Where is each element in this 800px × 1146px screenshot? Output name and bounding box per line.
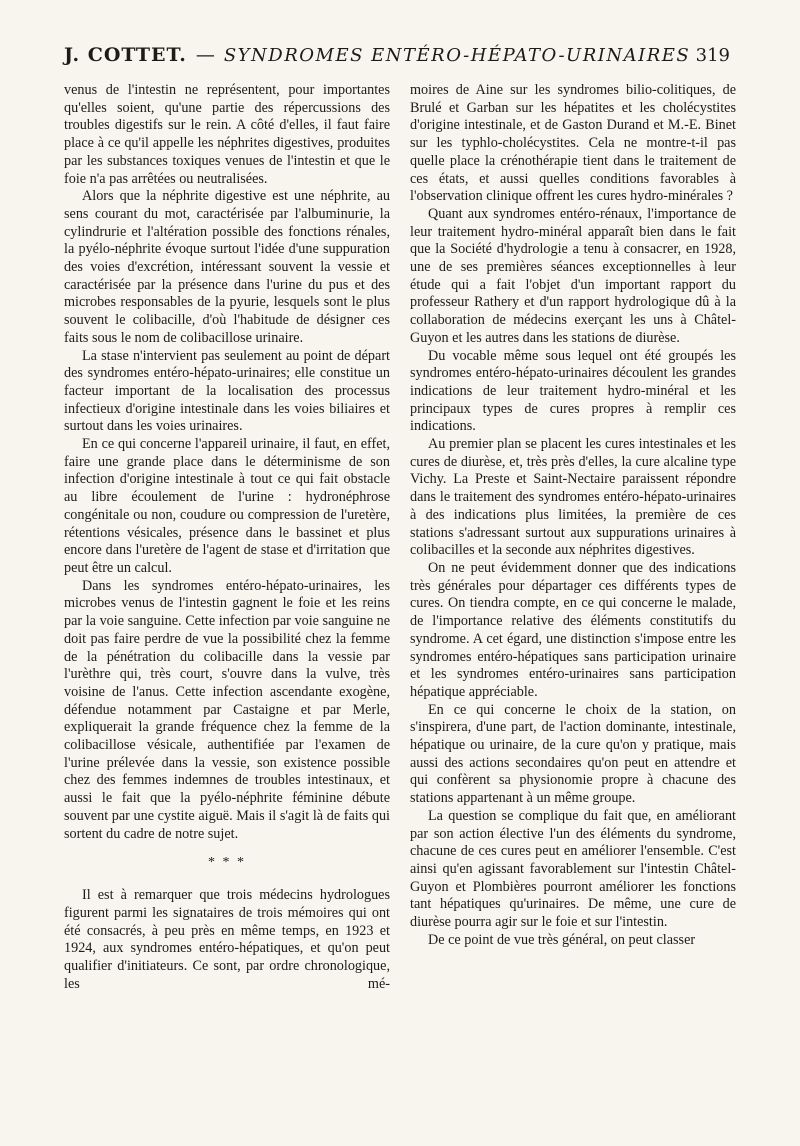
paragraph: Au premier plan se placent les cures intestinales et les cures de diurèse, et, très près d'elles, la cure alcaline type Vichy. La Preste et Saint-Nectaire paraissent répondre dans le traitement des syndromes entéro-hépato-urinaires à des indications plus limitées, la première de ces stations s'adressant surtout aux suppurations urinaires à colibacilles et la seconde aux néphrites digestives. <box>410 436 736 559</box>
header-dash: — <box>195 44 215 66</box>
paragraph: venus de l'intestin ne représentent, pour importantes qu'elles soient, qu'une partie des répercussions des troubles digestifs sur le rein. A côté d'elles, il faut faire place à ce qu'il appelle les néphrites digestives, produites par les substances toxiques venues de l'intestin et que le foie n'a pas arrêtées ou neutralisées. <box>64 82 390 187</box>
running-header <box>64 44 730 78</box>
paragraph: On ne peut évidemment donner que des indications très générales pour départager ces différents types de cures. On tiendra compte, en ce qui concerne le malade, de l'importance relative des éléments constitutifs du syndrome. A cet égard, une distinction s'impose entre les syndromes entéro-hépatiques sans participation urinaire et les syndromes entéro-urinaires sans participation hépatique appréciable. <box>410 559 736 700</box>
paragraph: La stase n'intervient pas seulement au point de départ des syndromes entéro-hépato-urinaires; elle constitue un facteur important de la localisation des processus infectieux d'origine intestinale dans les voies biliaires et surtout dans les voies urinaires. <box>64 347 390 435</box>
paragraph: moires de Aine sur les syndromes bilio-colitiques, de Brulé et Garban sur les hépatites et les cholécystites d'origine intestinale, et de Gaston Durand et M.-E. Binet sur les typhlo-cholécystites. Cela ne montre-t-il pas quelle place la crénothérapie tient dans le traitement de ces états, et aussi quelles conditions favorables à l'observation clinique offrent les cures hydro-minérales ? <box>410 82 736 205</box>
left-column <box>64 82 390 993</box>
paragraph: Alors que la néphrite digestive est une néphrite, au sens courant du mot, caractérisée par l'albuminurie, la cylindrurie et l'altération possible des fonctions rénales, la pyélo-néphrite évoque surtout l'idée d'une suppuration des voies d'excrétion, intéressant souvent la vessie et caractérisée par la présence dans l'urine du pus et des microbes responsables de la pyurie, lesquels sont le plus souvent le colibacille, d'où l'habitude de désigner ces faits sous le nom de colibacillose urinaire. <box>64 188 390 346</box>
header-title: SYNDROMES ENTÉRO-HÉPATO-URINAIRES <box>223 45 691 66</box>
right-column <box>410 82 736 949</box>
paragraph: De ce point de vue très général, on peut classer <box>428 931 696 948</box>
paragraph: Dans les syndromes entéro-hépato-urinaires, les microbes venus de l'intestin gagnent le foie et les reins par la voie sanguine. Cette infection par voie sanguine ne doit pas faire perdre de vue la possibilité chez la femme de la pénétration du colibacille dans la vessie par l'urèthre qui, très court, s'ouvre dans la vulve, très voisine de l'anus. Cette infection ascendante exogène, défendue notamment par Castaigne et par Merle, expliquerait la grande fréquence chez la femme de la colibacillose vésicale, authentifiée par l'examen de l'urine prélevée dans la vessie, son existence possible chez des femmes indemnes de troubles intestinaux, et aussi le fait que la pyélo-néphrite féminine débute souvent par une cystite aiguë. Mais il s'agit là de faits qui sortent du cadre de notre sujet. <box>64 577 390 842</box>
paragraph: Quant aux syndromes entéro-rénaux, l'importance de leur traitement hydro-minéral apparaît bien dans le fait que la Société d'hydrologie a tenu à consacrer, en 1928, une de ses premières séances exceptionnelles à leur étude qui a fait l'objet d'un important rapport du professeur Rathery et d'un rapport hydrologique dû à la collaboration de médecins exerçant les uns à Châtel-Guyon et les autres dans les stations de diurèse. <box>410 205 736 346</box>
section-separator: * * * <box>208 855 246 871</box>
paragraph: En ce qui concerne le choix de la station, on s'inspirera, d'une part, de l'action dominante, intestinale, hépatique ou urinaire, de la cure qu'on y pratique, mais aussi des actions secondaires qu'on peut en attendre et qui confèrent sa physionomie propre à chacune des stations appartenant à un même groupe. <box>410 701 736 807</box>
paragraph: Il est à remarquer que trois médecins hydrologues figurent parmi les signataires de trois mémoires qui ont été consacrés, à peu près en même temps, en 1923 et 1924, aux syndromes entéro-hépatiques, et qu'on peut qualifier d'initiateurs. Ce sont, par ordre chronologique, les mé- <box>64 887 390 992</box>
paragraph: Du vocable même sous lequel ont été groupés les syndromes entéro-hépato-urinaires découlent les grandes indications de leur traitement hydro-minéral et les principaux types de cures propres à remplir ces indications. <box>410 347 736 435</box>
paragraph: En ce qui concerne l'appareil urinaire, il faut, en effet, faire une grande place dans le déterminisme de son infection d'origine intestinale à tout ce qui fait obstacle au libre écoulement de l'urine : hydronéphrose congénitale ou non, coudure ou compression de l'uretère, rétentions vésicales, présence dans le bassinet et plus encore dans l'uretère de l'agent de stase et d'irritation que peut être un calcul. <box>64 436 390 576</box>
header-author: J. COTTET. <box>64 44 187 66</box>
page-number: 319 <box>695 45 730 66</box>
paragraph: La question se complique du fait que, en améliorant par son action élective l'un des éléments du syndrome, chacune de ces cures peut en améliorer l'ensemble. C'est ainsi qu'en agissant favorablement sur l'intestin Châtel-Guyon et Plombières pourront améliorer les fonctions tant hépatiques qu'urinaires. De même, une cure de diurèse pourra agir sur le foie et sur l'intestin. <box>410 807 736 931</box>
